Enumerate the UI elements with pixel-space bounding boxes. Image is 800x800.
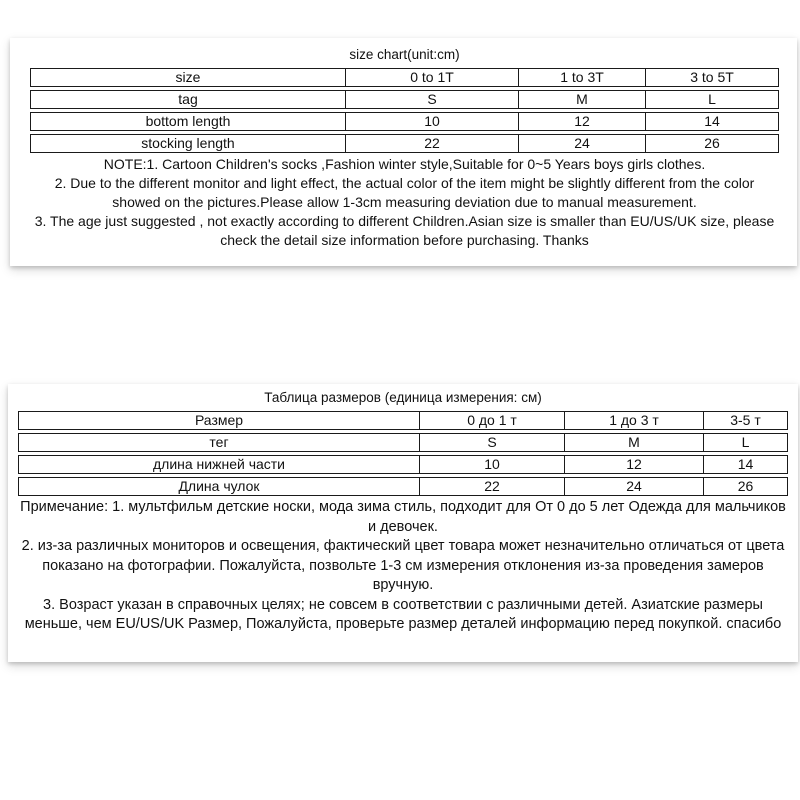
- note-line: 3. Возраст указан в справочных целях; не совсем в соответствии с различными детей. Азиатские размеры меньше, чем EU/US/UK Размер, Пожалуйста, проверьте размер деталей информацию перед покупкой. спасибо: [24, 596, 782, 632]
- row-label-cell: длина нижней части: [18, 455, 420, 474]
- value-cell: 14: [646, 112, 779, 131]
- value-cell: 12: [519, 112, 646, 131]
- value-cell: L: [646, 90, 779, 109]
- table-row: [30, 112, 779, 131]
- note-line: 2. из-за различных мониторов и освещения, фактический цвет товара может незначительно отличаться от цвета показано на фотографии. Пожалуйста, позвольте 1-3 см измерения отклонения из-за проведения замеров вручную.: [21, 538, 785, 593]
- table-row: [30, 134, 779, 153]
- table-header-row: [30, 68, 779, 87]
- value-cell: 24: [519, 134, 646, 153]
- value-cell: M: [519, 90, 646, 109]
- value-cell: 24: [565, 477, 704, 496]
- size-notes: [18, 498, 788, 635]
- header-cell: 0 до 1 т: [420, 411, 565, 430]
- table-header-row: [18, 411, 788, 430]
- header-label-cell: Размер: [18, 411, 420, 430]
- header-cell: 1 to 3T: [519, 68, 646, 87]
- table-row: [18, 477, 788, 496]
- value-cell: 12: [565, 455, 704, 474]
- row-label-cell: tag: [30, 90, 346, 109]
- note-line: 3. The age just suggested , not exactly according to different Children.Asian size is smaller than EU/US/UK size, please check the detail size information before purchasing. Thanks: [34, 213, 775, 248]
- note-line: Примечание: 1. мультфильм детские носки, мода зима стиль, подходит для От 0 до 5 лет Одежда для мальчиков и девочек.: [20, 499, 786, 535]
- size-table: [18, 408, 788, 499]
- value-cell: M: [565, 433, 704, 452]
- row-label-cell: тег: [18, 433, 420, 452]
- size-table: [30, 65, 779, 156]
- value-cell: 14: [704, 455, 788, 474]
- row-label-cell: stocking length: [30, 134, 346, 153]
- value-cell: 10: [420, 455, 565, 474]
- value-cell: 26: [704, 477, 788, 496]
- value-cell: S: [420, 433, 565, 452]
- size-notes: [30, 155, 779, 250]
- row-label-cell: bottom length: [30, 112, 346, 131]
- value-cell: 22: [346, 134, 519, 153]
- table-row: [18, 455, 788, 474]
- value-cell: L: [704, 433, 788, 452]
- note-line: NOTE:1. Cartoon Children's socks ,Fashion winter style,Suitable for 0~5 Years boys girls clothes.: [103, 156, 706, 172]
- note-line: 2. Due to the different monitor and light effect, the actual color of the item might be slightly different from the color showed on the pictures.Please allow 1-3cm measuring deviation due to manual measurement.: [54, 175, 755, 210]
- header-label-cell: size: [30, 68, 346, 87]
- header-cell: 3-5 т: [704, 411, 788, 430]
- size-chart-title: size chart(unit:cm): [349, 47, 460, 62]
- value-cell: 26: [646, 134, 779, 153]
- size-chart-card-english: [10, 38, 797, 266]
- header-cell: 0 to 1T: [346, 68, 519, 87]
- header-cell: 3 to 5T: [646, 68, 779, 87]
- table-row: [30, 90, 779, 109]
- table-row: [18, 433, 788, 452]
- header-cell: 1 до 3 т: [565, 411, 704, 430]
- size-chart-card-russian: [8, 384, 798, 662]
- row-label-cell: Длина чулок: [18, 477, 420, 496]
- value-cell: 22: [420, 477, 565, 496]
- value-cell: 10: [346, 112, 519, 131]
- size-chart-title: Таблица размеров (единица измерения: см): [264, 390, 542, 405]
- value-cell: S: [346, 90, 519, 109]
